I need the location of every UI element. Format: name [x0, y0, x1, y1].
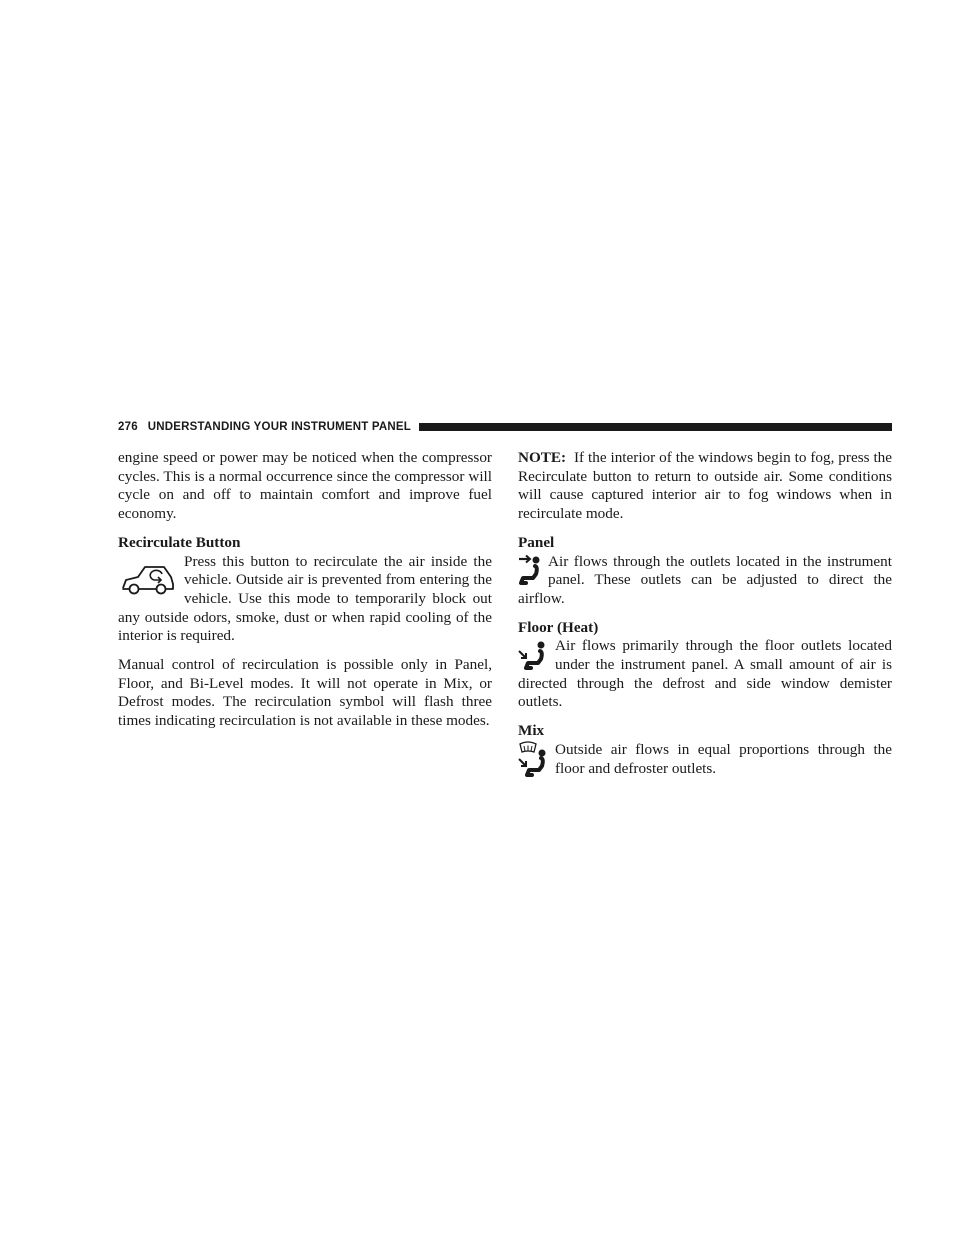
- mix-heading: Mix: [518, 722, 545, 740]
- floor-text: Air flows primarily through the floor outlets located under the instrument panel. A small amount of air is directed through the defrost and side window demister outlets.: [518, 637, 892, 711]
- section-title: UNDERSTANDING YOUR INSTRUMENT PANEL: [147, 421, 411, 433]
- note-label: NOTE:: [518, 449, 567, 466]
- note-text: If the interior of the windows begin to fog, press the Recirculate button to return to outside air. Some conditions will cause captured interior air to fog windows when in recirculate mode.: [518, 449, 893, 523]
- header-rule: [419, 423, 892, 431]
- recirculate-heading: Recirculate Button: [118, 533, 241, 551]
- manual-control-paragraph: Manual control of recirculation is possible only in Panel, Floor, and Bi-Level modes. It will not operate in Mix, or Defrost modes. The recirculation symbol will flash three times indicating recirculation is not available in these modes.: [118, 656, 492, 730]
- floor-heading: Floor (Heat): [518, 618, 599, 636]
- recirculate-section: [118, 553, 492, 647]
- right-column: [518, 449, 892, 778]
- intro-paragraph: engine speed or power may be noticed when the compressor cycles. This is a normal occurrence since the compressor will cycle on and off to maintain comfort and improve fuel economy.: [118, 449, 492, 523]
- page-header: [118, 419, 892, 435]
- recirculate-text: Press this button to recirculate the air inside the vehicle. Outside air is prevented from entering the vehicle. Use this mode to temporarily block out any outside odors, smoke, dust or when rapid cooling of the interior is required.: [118, 552, 492, 645]
- recirculate-car-icon: [118, 553, 184, 609]
- floor-section: [518, 637, 892, 712]
- panel-heading: Panel: [518, 533, 555, 551]
- page-number: 276: [118, 421, 138, 433]
- panel-text: Air flows through the outlets located in the instrument panel. These outlets can be adjusted to direct the airflow.: [518, 552, 892, 607]
- panel-section: [518, 553, 892, 609]
- mix-airflow-icon: [518, 741, 555, 777]
- mix-section: [518, 741, 892, 778]
- mix-text: Outside air flows in equal proportions through the floor and defroster outlets.: [555, 740, 892, 777]
- panel-airflow-icon: [518, 553, 548, 589]
- floor-airflow-icon: [518, 637, 555, 673]
- note-paragraph: [518, 449, 892, 524]
- left-column: [118, 449, 492, 731]
